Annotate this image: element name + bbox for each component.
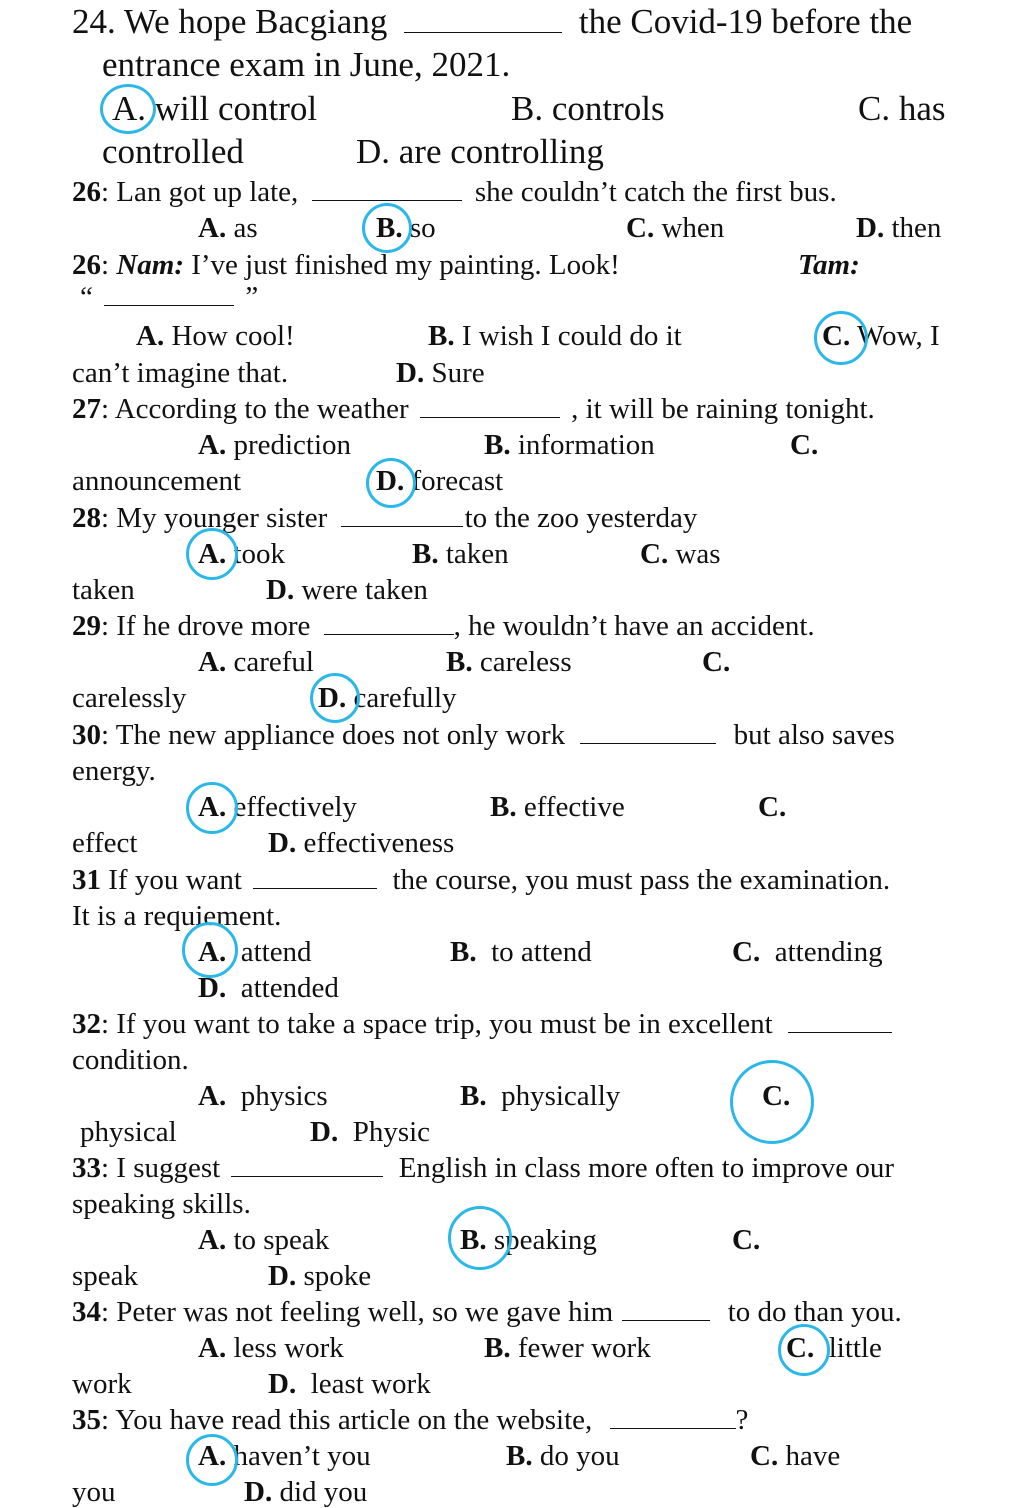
q24-stem-line2: entrance exam in June, 2021. (102, 45, 511, 84)
q30-blank (580, 741, 716, 744)
q30-option-c: C. (758, 791, 787, 823)
q28-option-d: D. were taken (266, 574, 428, 606)
q26a-option-a: A. as (198, 212, 258, 244)
q30-option-a: A. effectively (198, 791, 357, 823)
q26b-option-d: D. Sure (396, 357, 485, 389)
q31-blank (253, 886, 377, 889)
q27-stem: 27: According to the weather , it will be raining tonight. (72, 393, 875, 425)
q33-option-d: D. spoke (268, 1260, 372, 1292)
q30-stem-line2: energy. (72, 755, 156, 787)
q26b-option-c: C. Wow, I (822, 320, 940, 352)
q29-option-d: D. carefully (318, 682, 457, 714)
q26a-option-b: B. so (376, 212, 436, 244)
answer-circle-q34 (778, 1324, 830, 1376)
q28-option-c-cont: taken (72, 574, 135, 606)
q32-stem-line2: condition. (72, 1044, 189, 1076)
q31-option-d: D. attended (198, 972, 339, 1004)
q34-option-c-cont: work (72, 1368, 132, 1400)
q24-option-d: D. are controlling (356, 132, 604, 171)
q28-option-c: C. was (640, 538, 721, 570)
q29-option-a: A. careful (198, 646, 314, 678)
q27-blank (420, 415, 560, 418)
q35-option-b: B. do you (506, 1440, 620, 1472)
q33-option-a: A. to speak (198, 1224, 330, 1256)
q32-option-c-cont: physical (80, 1116, 177, 1148)
q31-option-c: C. attending (732, 936, 883, 968)
q28-option-b: B. taken (412, 538, 509, 570)
answer-circle-q29 (310, 673, 360, 723)
q34-stem: 34: Peter was not feeling well, so we gave him to do than you. (72, 1296, 902, 1328)
q29-option-c-cont: carelessly (72, 682, 187, 714)
q32-blank (788, 1030, 892, 1033)
q34-option-c: C. little (786, 1332, 882, 1364)
q34-option-d: D. least work (268, 1368, 431, 1400)
q24-option-c-cont: controlled (102, 132, 244, 171)
q33-option-b: B. speaking (460, 1224, 597, 1256)
q30-option-c-cont: effect (72, 827, 138, 859)
answer-circle-q35 (186, 1434, 238, 1486)
q30-option-b: B. effective (490, 791, 625, 823)
q29-blank (324, 632, 454, 635)
q33-option-c-cont: speak (72, 1260, 139, 1292)
q32-option-b: B. physically (460, 1080, 621, 1112)
q28-option-a: A. took (198, 538, 286, 570)
q33-option-c: C. (732, 1224, 761, 1256)
q33-blank (231, 1174, 383, 1177)
answer-circle-q30 (186, 782, 238, 834)
q27-option-b: B. information (484, 429, 655, 461)
q26b-option-a: A. How cool! (136, 320, 295, 352)
q32-option-c: C. (762, 1080, 791, 1112)
q27-option-a: A. prediction (198, 429, 352, 461)
q26b-blank (104, 303, 234, 306)
q31-stem-line2: It is a requiement. (72, 900, 282, 932)
answer-circle-q27 (366, 458, 416, 508)
q26a-blank (312, 198, 462, 201)
q26a-stem: 26: Lan got up late, she couldn’t catch the first bus. (72, 176, 837, 208)
q32-option-a: A. physics (198, 1080, 328, 1112)
q26a-option-d: D. then (856, 212, 942, 244)
q32-stem: 32: If you want to take a space trip, you must be in excellent (72, 1010, 892, 1039)
q30-option-d: D. effectiveness (268, 827, 455, 859)
q26b-quote: “ ” (80, 281, 259, 313)
q28-blank (341, 524, 463, 527)
q27-option-d: D. forecast (376, 465, 504, 497)
answer-circle-q26b (814, 311, 868, 365)
q35-blank (610, 1426, 736, 1429)
q31-stem: 31 If you want the course, you must pass the examination. (72, 864, 891, 896)
q33-stem-line2: speaking skills. (72, 1188, 251, 1220)
q29-stem: 29: If he drove more , he wouldn’t have an accident. (72, 610, 815, 642)
q27-option-c-cont: announcement (72, 465, 242, 497)
q35-stem: 35: You have read this article on the website, ? (72, 1404, 749, 1436)
q34-option-b: B. fewer work (484, 1332, 651, 1364)
q35-option-c: C. have (750, 1440, 841, 1472)
q35-option-a: A. haven’t you (198, 1440, 371, 1472)
q32-option-d: D. Physic (310, 1116, 431, 1148)
q26b-option-c-cont: can’t imagine that. (72, 357, 289, 389)
q27-option-c: C. (790, 429, 819, 461)
q26b-stem: 26: Nam: I’ve just finished my painting. Look! (72, 249, 620, 281)
q24-option-c: C. has (858, 89, 946, 128)
q26b-option-b: B. I wish I could do it (428, 320, 682, 352)
q31-option-a: A. attend (198, 936, 312, 968)
q30-stem: 30: The new appliance does not only work but also saves (72, 719, 895, 751)
q31-option-b: B. to attend (450, 936, 592, 968)
q26b-speaker2: Tam: (798, 249, 860, 281)
answer-circle-q33 (448, 1206, 512, 1270)
answer-circle-q31 (182, 922, 238, 978)
q24-stem-line1: 24. We hope Bacgiang the Covid-19 before the (72, 2, 913, 41)
q29-option-c: C. (702, 646, 731, 678)
q28-stem: 28: My younger sister to the zoo yesterday (72, 502, 698, 534)
answer-circle-q26a (362, 203, 412, 253)
answer-circle-q28 (186, 528, 238, 580)
q24-blank (404, 30, 562, 33)
q24-option-a: A. will control (112, 89, 318, 128)
q26a-option-c: C. when (626, 212, 725, 244)
q34-option-a: A. less work (198, 1332, 344, 1364)
q34-blank (622, 1318, 710, 1321)
q33-stem: 33: I suggest English in class more often to improve our (72, 1152, 895, 1184)
q35-option-c-cont: you (72, 1476, 116, 1508)
q35-option-d: D. did you (244, 1476, 368, 1508)
answer-circle-q24 (100, 84, 156, 134)
answer-circle-q32 (730, 1060, 814, 1144)
q29-option-b: B. careless (446, 646, 572, 678)
q24-option-b: B. controls (511, 89, 665, 128)
